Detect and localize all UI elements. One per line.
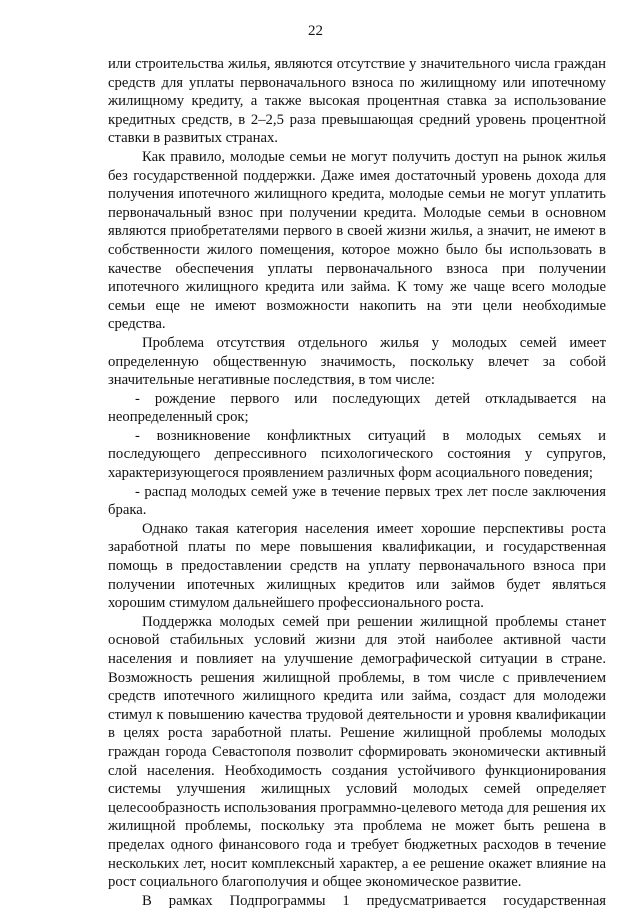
paragraph-4: Однако такая категория населения имеет хорошие перспективы роста заработной платы по мере повышения квалификации, и государственная помощь в предоставлении средств на уплату первоначального взноса при получении ипотечных жилищных кредитов или займов будет являться хорошим стимулом дальнейшего профессионального роста. [108,520,606,612]
list-item-3: - распад молодых семей уже в течение первых трех лет после заключения брака. [108,483,606,519]
page-number: 22 [308,23,323,39]
list-item-2: - возникновение конфликтных ситуаций в молодых семьях и последующего депрессивного психологического состояния у супругов, характеризующегося проявлением различных форм асоциального поведения; [108,427,606,482]
paragraph-5: Поддержка молодых семей при решении жилищной проблемы станет основой стабильных условий жизни для этой наиболее активной части населения и повлияет на улучшение демографической ситуации в стране. Возможность решения жилищной проблемы, в том числе с привлечением средств ипотечного жилищного кредита или займа, создаст для молодежи стимул к повышению качества трудовой деятельности и уровня квалификации в целях роста заработной платы. Решение жилищной проблемы молодых граждан города Севастополя позволит сформировать экономически активный слой населения. Необходимость создания устойчивого функционирования системы улучшения жилищных условий молодых семей определяет целесообразность использования программно-целевого метода для решения их жилищной проблемы, поскольку эта проблема не может быть решена в пределах одного финансового года и требует бюджетных расходов в течение нескольких лет, носит комплексный характер, а ее решение окажет влияние на рост социального благополучия и общее экономическое развитие. [108,613,606,891]
paragraph-3: Проблема отсутствия отдельного жилья у молодых семей имеет определенную общественную значимость, поскольку влечет за собой значительные негативные последствия, в том числе: [108,334,606,389]
paragraph-6: В рамках Подпрограммы 1 предусматривается государственная [142,892,606,909]
list-item-1: - рождение первого или последующих детей откладывается на неопределенный срок; [108,390,606,426]
paragraph-2: Как правило, молодые семьи не могут получить доступ на рынок жилья без государственной поддержки. Даже имея достаточный уровень дохода для получения ипотечного жилищного кредита, молодые семьи не могут уплатить первоначальный взнос при получении кредита. Молодые семьи в основном являются приобретателями первого в своей жизни жилья, а значит, не имеют в собственности жилого помещения, которое можно было бы использовать в качестве обеспечения уплаты первоначального взноса при получении ипотечного жилищного кредита или займа. К тому же чаще всего молодые семьи еще не имеют возможности накопить на эти цели необходимые средства. [108,148,606,333]
body-text [108,55,606,910]
paragraph-1: или строительства жилья, являются отсутствие у значительного числа граждан средств для уплаты первоначального взноса по жилищному или ипотечному жилищному кредиту, а также высокая процентная ставка за использование кредитных средств, в 2–2,5 раза превышающая средний уровень процентной ставки в развитых странах. [108,56,606,147]
